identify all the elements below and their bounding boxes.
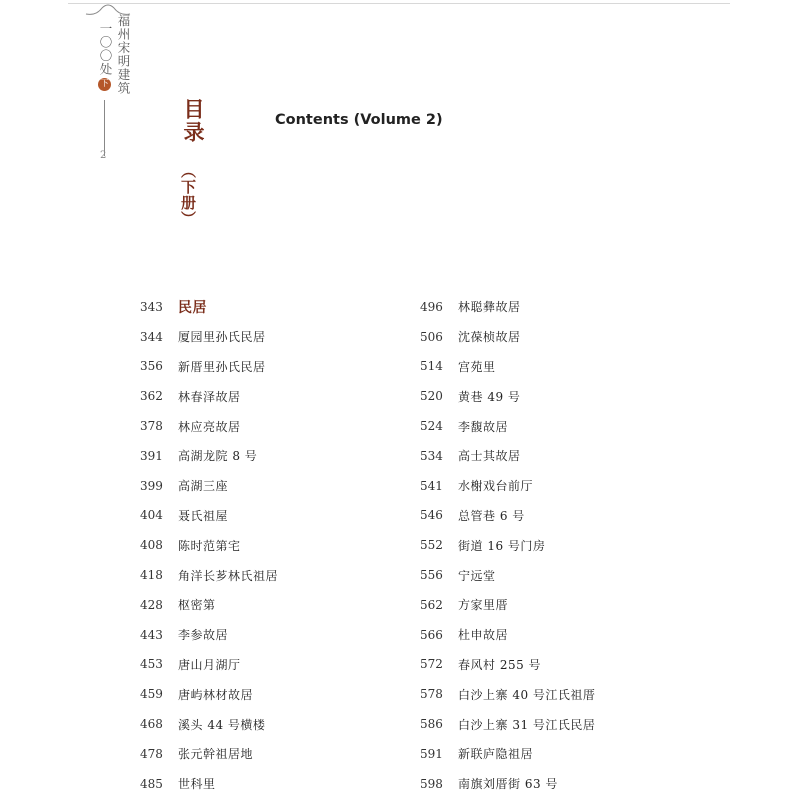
toc-entry[interactable] (140, 322, 278, 352)
toc-entry[interactable] (420, 411, 595, 441)
toc-page-number: 524 (420, 419, 443, 434)
toc-entry-title: 角洋长芗林氏祖居 (178, 568, 279, 583)
toc-entry-title: 溪头 44 号横楼 (178, 717, 266, 732)
toc-entry[interactable] (420, 560, 595, 590)
toc-entry-title: 宁远堂 (458, 568, 496, 583)
toc-page-number: 485 (140, 776, 163, 791)
toc-page-number: 453 (140, 657, 163, 672)
toc-entry-title: 民居 (178, 299, 207, 316)
series-count: 一〇〇处 (98, 22, 113, 76)
toc-page-number: 478 (140, 746, 163, 761)
toc-page-number: 586 (420, 717, 443, 732)
toc-entry[interactable] (140, 769, 278, 799)
toc-entry[interactable] (140, 381, 278, 411)
toc-entry-title: 总管巷 6 号 (458, 508, 525, 523)
toc-entry-title: 新联庐隐祖居 (458, 747, 534, 762)
toc-entry[interactable] (140, 411, 278, 441)
toc-page-number: 598 (420, 776, 443, 791)
english-title: Contents (Volume 2) (275, 112, 443, 128)
toc-entry[interactable] (420, 292, 595, 322)
toc-entry[interactable] (420, 650, 595, 680)
toc-entry-title: 水榭戏台前厅 (458, 479, 534, 494)
toc-entry-title: 陈时范第宅 (178, 538, 241, 553)
toc-entry[interactable] (140, 501, 278, 531)
toc-entry-title: 张元幹祖居地 (178, 747, 254, 762)
page-number: 2 (100, 150, 107, 161)
toc-entry-title: 唐屿林材故居 (178, 687, 254, 702)
toc-page-number: 443 (140, 627, 163, 642)
toc-page-number: 534 (420, 448, 443, 463)
toc-entry[interactable] (140, 650, 278, 680)
toc-page-number: 572 (420, 657, 443, 672)
toc-entry-title: 李馥故居 (458, 419, 509, 434)
toc-entry-title: 高士其故居 (458, 449, 521, 464)
toc-page-number: 408 (140, 538, 163, 553)
toc-page-number: 468 (140, 717, 163, 732)
toc-page-number: 566 (420, 627, 443, 642)
toc-page-number: 356 (140, 359, 163, 374)
toc-page-number: 404 (140, 508, 163, 523)
toc-entry-title: 林应亮故居 (178, 419, 241, 434)
toc-page-number: 556 (420, 568, 443, 583)
toc-page-number: 562 (420, 597, 443, 612)
toc-entry-title: 南旗刘厝街 63 号 (458, 777, 558, 792)
toc-page-number: 506 (420, 329, 443, 344)
toc-entry-title: 方家里厝 (458, 598, 509, 613)
toc-entry[interactable] (420, 322, 595, 352)
toc-entry[interactable] (140, 739, 278, 769)
page-title: 目录 (181, 98, 206, 144)
top-rule (68, 3, 730, 4)
toc-page-number: 428 (140, 597, 163, 612)
toc-entry-title: 高湖三座 (178, 479, 229, 494)
toc-entry-title: 黄巷 49 号 (458, 389, 521, 404)
toc-entry[interactable] (140, 441, 278, 471)
toc-entry[interactable] (420, 530, 595, 560)
toc-entry[interactable] (420, 709, 595, 739)
toc-entry-title: 杜申故居 (458, 628, 509, 643)
toc-right-column (420, 292, 595, 799)
series-title: 福州宋明建筑 (116, 14, 131, 95)
toc-left-column (140, 292, 278, 799)
toc-entry[interactable] (420, 620, 595, 650)
toc-entry[interactable] (420, 471, 595, 501)
toc-page-number: 418 (140, 568, 163, 583)
toc-entry[interactable] (420, 739, 595, 769)
toc-entry[interactable] (140, 530, 278, 560)
toc-entry[interactable] (420, 679, 595, 709)
toc-page-number: 552 (420, 538, 443, 553)
toc-entry[interactable] (140, 590, 278, 620)
toc-entry-title: 白沙上寨 31 号江氏民居 (458, 717, 596, 732)
toc-entry-title: 林聪彝故居 (458, 300, 521, 315)
toc-page-number: 514 (420, 359, 443, 374)
toc-entry[interactable] (140, 471, 278, 501)
toc-entry[interactable] (140, 679, 278, 709)
roof-ornament-icon (84, 2, 144, 42)
toc-entry-title: 聂氏祖屋 (178, 508, 229, 523)
side-ornament (84, 2, 144, 172)
toc-page-number: 344 (140, 329, 163, 344)
toc-entry[interactable] (420, 381, 595, 411)
toc-page-number: 541 (420, 478, 443, 493)
toc-entry-title: 厦园里孙氏民居 (178, 330, 266, 345)
toc-page-number: 362 (140, 389, 163, 404)
toc-entry-title: 白沙上寨 40 号江氏祖厝 (458, 687, 596, 702)
toc-entry-title: 街道 16 号门房 (458, 538, 546, 553)
toc-entry[interactable] (140, 560, 278, 590)
toc-entry[interactable] (420, 769, 595, 799)
toc-page-number: 520 (420, 389, 443, 404)
toc-entry[interactable] (420, 441, 595, 471)
toc-entry-title: 高湖龙院 8 号 (178, 449, 258, 464)
toc-entry-title: 宫苑里 (458, 359, 496, 374)
toc-entry-title: 沈葆桢故居 (458, 330, 521, 345)
toc-entry-title: 世科里 (178, 777, 216, 792)
toc-page-number: 378 (140, 419, 163, 434)
toc-entry-title: 枢密第 (178, 598, 216, 613)
toc-entry[interactable] (140, 620, 278, 650)
toc-page-number: 343 (140, 299, 163, 314)
toc-entry[interactable] (420, 501, 595, 531)
toc-page-number: 546 (420, 508, 443, 523)
toc-entry-title: 唐山月湖厅 (178, 657, 241, 672)
toc-entry[interactable] (420, 590, 595, 620)
toc-page-number: 496 (420, 299, 443, 314)
toc-entry[interactable] (420, 352, 595, 382)
toc-entry-title: 李参故居 (178, 628, 229, 643)
toc-entry[interactable] (140, 352, 278, 382)
toc-page-number: 399 (140, 478, 163, 493)
toc-entry-title: 新厝里孙氏民居 (178, 359, 266, 374)
toc-page-number: 459 (140, 687, 163, 702)
toc-page-number: 591 (420, 746, 443, 761)
toc-page-number: 578 (420, 687, 443, 702)
toc-entry-title: 春风村 255 号 (458, 657, 542, 672)
toc-section-heading[interactable] (140, 292, 278, 322)
toc-entry-title: 林春泽故居 (178, 389, 241, 404)
toc-entry[interactable] (140, 709, 278, 739)
volume-badge: 下 (98, 78, 111, 91)
toc-page-number: 391 (140, 448, 163, 463)
side-divider (104, 100, 105, 156)
page-subtitle: （下册） (179, 163, 197, 227)
